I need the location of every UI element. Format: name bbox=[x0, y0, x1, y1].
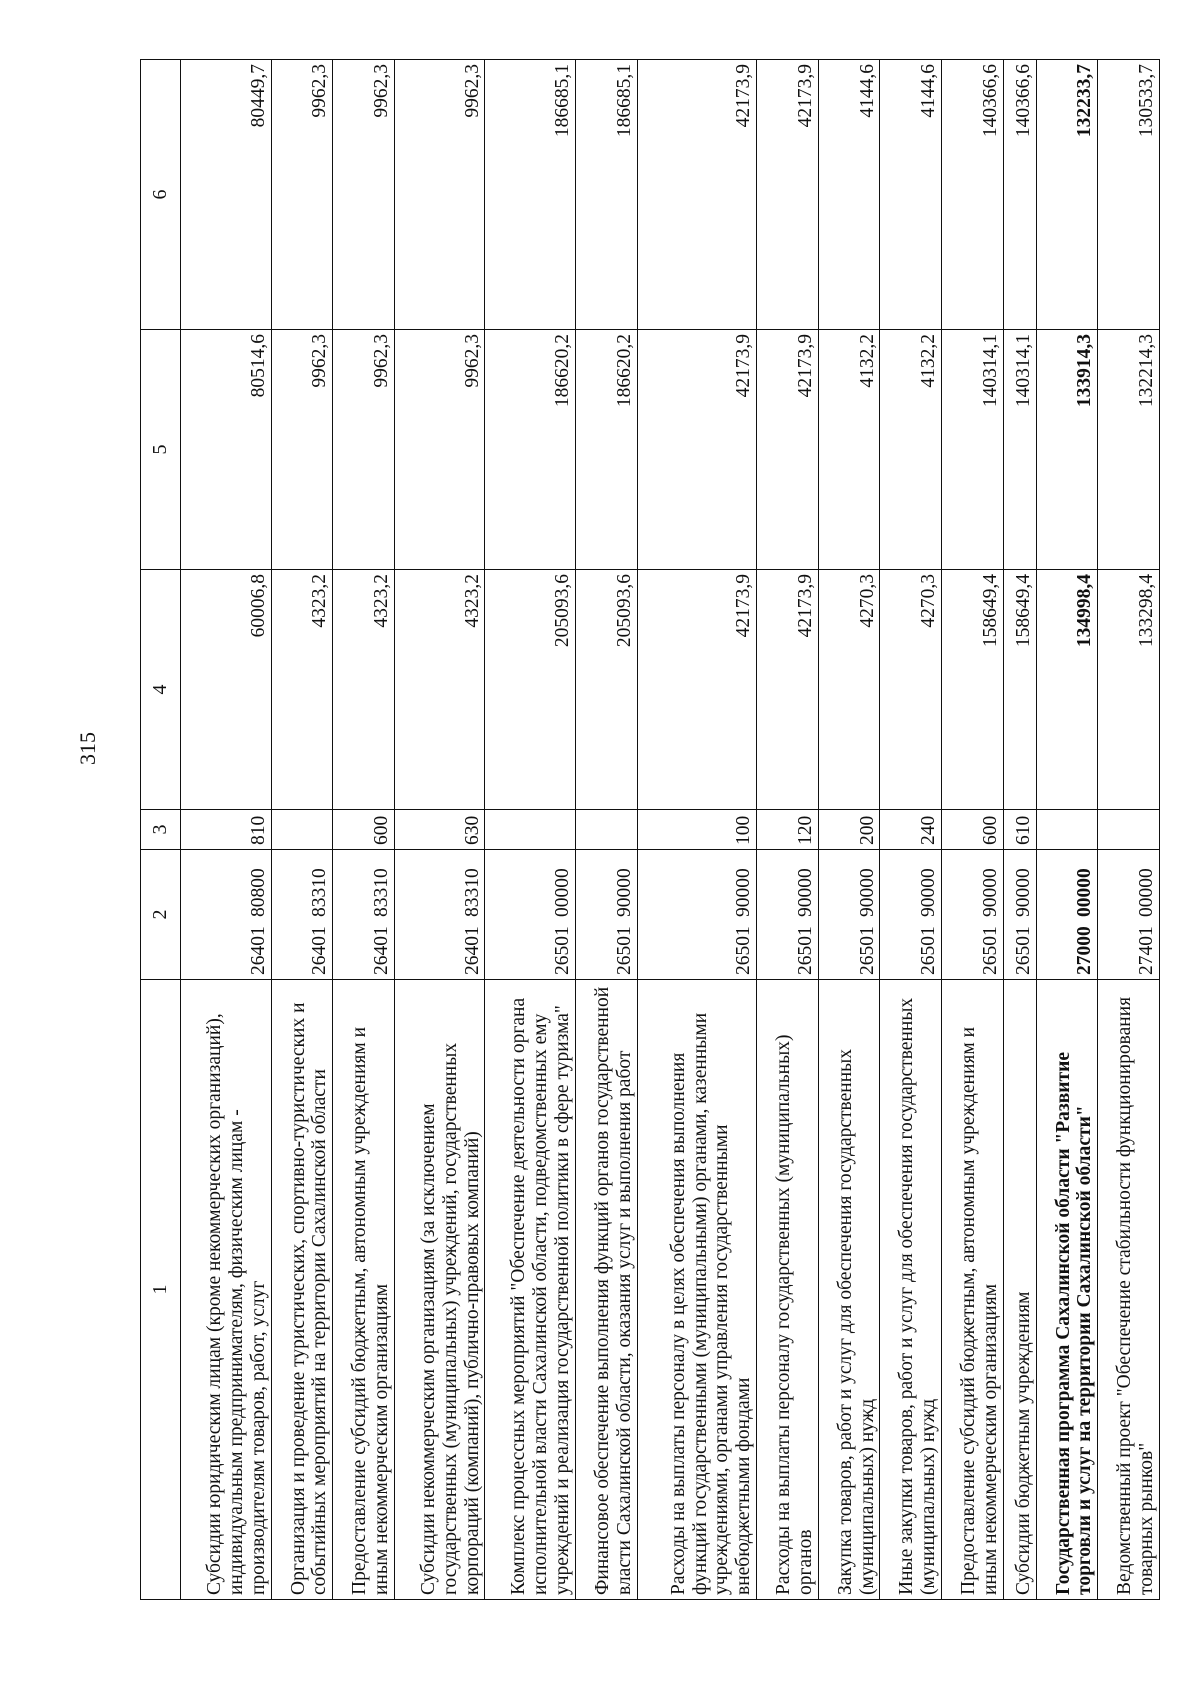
row-value-v6: 42173,9 bbox=[757, 60, 819, 330]
row-name: Предоставление субсидий бюджетным, автономным учреждениям и иным некоммерческим организациям bbox=[942, 980, 1004, 1600]
row-name: Организация и проведение туристических, спортивно-туристических и событийных мероприятий на территории Сахалинской области bbox=[271, 980, 333, 1600]
row-code bbox=[757, 850, 819, 980]
budget-table bbox=[140, 59, 1160, 1600]
row-value-v5: 4132,2 bbox=[880, 330, 942, 570]
code-part-a: 26501 bbox=[794, 926, 816, 975]
row-expense-kind bbox=[1036, 810, 1098, 850]
table-body bbox=[181, 60, 1160, 1600]
code-part-a: 26501 bbox=[552, 926, 574, 975]
row-name: Предоставление субсидий бюджетным, автономным учреждениям и иным некоммерческим организациям bbox=[333, 980, 395, 1600]
row-name: Комплекс процессных мероприятий "Обеспечение деятельности органа исполнительной власти Сахалинской области, подведомственных ему учреждений и реализация государственной политики в сфере туризма" bbox=[485, 980, 576, 1600]
table-row bbox=[1036, 60, 1098, 1600]
row-value-v6: 9962,3 bbox=[271, 60, 333, 330]
table-row bbox=[1098, 60, 1160, 1600]
table-row bbox=[485, 60, 576, 1600]
code-part-a: 26401 bbox=[309, 926, 331, 975]
table-row bbox=[942, 60, 1004, 1600]
code-part-b: 83310 bbox=[371, 868, 393, 917]
row-value-v4: 4270,3 bbox=[880, 570, 942, 810]
row-expense-kind: 810 bbox=[181, 810, 272, 850]
header-col-2: 2 bbox=[141, 850, 181, 980]
row-value-v6: 186685,1 bbox=[485, 60, 576, 330]
row-value-v6: 140366,6 bbox=[1003, 60, 1036, 330]
code-part-b: 83310 bbox=[461, 868, 483, 917]
row-value-v5: 140314,1 bbox=[1003, 330, 1036, 570]
header-col-6: 6 bbox=[141, 60, 181, 330]
row-code bbox=[942, 850, 1004, 980]
code-part-a: 26401 bbox=[461, 926, 483, 975]
code-part-a: 26501 bbox=[613, 926, 635, 975]
row-name: Субсидии некоммерческим организациям (за исключением государственных (муниципальных) учреждений, государственных корпораций (компаний), публично-правовых компаний) bbox=[394, 980, 485, 1600]
row-code bbox=[394, 850, 485, 980]
row-value-v5: 9962,3 bbox=[333, 330, 395, 570]
row-expense-kind bbox=[575, 810, 637, 850]
code-part-a: 27000 bbox=[1074, 926, 1096, 975]
row-expense-kind: 600 bbox=[333, 810, 395, 850]
row-code bbox=[181, 850, 272, 980]
row-name: Расходы на выплаты персоналу государственных (муниципальных) органов bbox=[757, 980, 819, 1600]
row-value-v6: 9962,3 bbox=[394, 60, 485, 330]
row-value-v6: 4144,6 bbox=[880, 60, 942, 330]
header-col-5: 5 bbox=[141, 330, 181, 570]
table-row bbox=[575, 60, 637, 1600]
table-row bbox=[637, 60, 756, 1600]
code-part-a: 26401 bbox=[371, 926, 393, 975]
table-row bbox=[394, 60, 485, 1600]
row-value-v5: 186620,2 bbox=[485, 330, 576, 570]
row-name: Ведомственный проект "Обеспечение стабильности функционирования товарных рынков" bbox=[1098, 980, 1160, 1600]
row-value-v5: 9962,3 bbox=[394, 330, 485, 570]
row-code bbox=[1003, 850, 1036, 980]
row-value-v4: 158649,4 bbox=[1003, 570, 1036, 810]
code-part-a: 26501 bbox=[1012, 926, 1034, 975]
row-value-v4: 4323,2 bbox=[394, 570, 485, 810]
row-code bbox=[575, 850, 637, 980]
row-value-v4: 205093,6 bbox=[575, 570, 637, 810]
row-value-v4: 4323,2 bbox=[333, 570, 395, 810]
code-part-b: 83310 bbox=[309, 868, 331, 917]
table-row bbox=[271, 60, 333, 1600]
code-part-b: 90000 bbox=[613, 868, 635, 917]
row-value-v6: 140366,6 bbox=[942, 60, 1004, 330]
code-part-b: 00000 bbox=[552, 868, 574, 917]
header-col-4: 4 bbox=[141, 570, 181, 810]
row-code bbox=[1098, 850, 1160, 980]
row-value-v4: 4270,3 bbox=[818, 570, 880, 810]
row-value-v6: 80449,7 bbox=[181, 60, 272, 330]
row-value-v5: 4132,2 bbox=[818, 330, 880, 570]
row-value-v4: 42173,9 bbox=[637, 570, 756, 810]
row-expense-kind bbox=[271, 810, 333, 850]
row-name: Субсидии юридическим лицам (кроме некоммерческих организаций), индивидуальным предпринимателям, физическим лицам - производителям товаров, работ, услуг bbox=[181, 980, 272, 1600]
row-expense-kind: 630 bbox=[394, 810, 485, 850]
row-value-v5: 42173,9 bbox=[757, 330, 819, 570]
row-expense-kind: 600 bbox=[942, 810, 1004, 850]
row-code bbox=[818, 850, 880, 980]
rotated-table-container bbox=[140, 60, 1160, 1600]
row-value-v5: 186620,2 bbox=[575, 330, 637, 570]
code-part-a: 26501 bbox=[733, 926, 755, 975]
row-expense-kind bbox=[485, 810, 576, 850]
row-code bbox=[637, 850, 756, 980]
row-value-v6: 186685,1 bbox=[575, 60, 637, 330]
row-value-v5: 80514,6 bbox=[181, 330, 272, 570]
row-value-v4: 133298,4 bbox=[1098, 570, 1160, 810]
header-col-3: 3 bbox=[141, 810, 181, 850]
row-name: Иные закупки товаров, работ и услуг для обеспечения государственных (муниципальных) нужд bbox=[880, 980, 942, 1600]
row-value-v5: 42173,9 bbox=[637, 330, 756, 570]
row-value-v6: 42173,9 bbox=[637, 60, 756, 330]
code-part-b: 90000 bbox=[794, 868, 816, 917]
code-part-a: 27401 bbox=[1136, 926, 1158, 975]
code-part-b: 90000 bbox=[856, 868, 878, 917]
row-name: Субсидии бюджетным учреждениям bbox=[1003, 980, 1036, 1600]
code-part-b: 90000 bbox=[979, 868, 1001, 917]
row-name: Расходы на выплаты персоналу в целях обеспечения выполнения функций государственными (муниципальными) органами, казенными учреждениями, органами управления государственными внебюджетными фондами bbox=[637, 980, 756, 1600]
code-part-b: 90000 bbox=[733, 868, 755, 917]
header-col-1: 1 bbox=[141, 980, 181, 1600]
code-part-b: 80800 bbox=[247, 868, 269, 917]
row-name: Закупка товаров, работ и услуг для обеспечения государственных (муниципальных) нужд bbox=[818, 980, 880, 1600]
row-code bbox=[1036, 850, 1098, 980]
table-row bbox=[757, 60, 819, 1600]
row-value-v6: 132233,7 bbox=[1036, 60, 1098, 330]
row-value-v4: 4323,2 bbox=[271, 570, 333, 810]
row-expense-kind: 200 bbox=[818, 810, 880, 850]
code-part-b: 00000 bbox=[1074, 868, 1096, 917]
header-row bbox=[141, 60, 181, 1600]
table-row bbox=[880, 60, 942, 1600]
code-part-b: 90000 bbox=[918, 868, 940, 917]
row-value-v4: 134998,4 bbox=[1036, 570, 1098, 810]
table-row bbox=[181, 60, 272, 1600]
code-part-a: 26501 bbox=[856, 926, 878, 975]
code-part-a: 26401 bbox=[247, 926, 269, 975]
row-value-v4: 60006,8 bbox=[181, 570, 272, 810]
row-expense-kind: 100 bbox=[637, 810, 756, 850]
row-code bbox=[485, 850, 576, 980]
code-part-a: 26501 bbox=[918, 926, 940, 975]
row-value-v5: 9962,3 bbox=[271, 330, 333, 570]
row-value-v6: 4144,6 bbox=[818, 60, 880, 330]
row-code bbox=[271, 850, 333, 980]
table-row bbox=[818, 60, 880, 1600]
code-part-a: 26501 bbox=[979, 926, 1001, 975]
table-row bbox=[1003, 60, 1036, 1600]
row-code bbox=[880, 850, 942, 980]
row-expense-kind: 120 bbox=[757, 810, 819, 850]
code-part-b: 90000 bbox=[1012, 868, 1034, 917]
table-row bbox=[333, 60, 395, 1600]
row-expense-kind: 240 bbox=[880, 810, 942, 850]
code-part-b: 00000 bbox=[1136, 868, 1158, 917]
row-name: Государственная программа Сахалинской области "Развитие торговли и услуг на территории Сахалинской области" bbox=[1036, 980, 1098, 1600]
row-value-v5: 133914,3 bbox=[1036, 330, 1098, 570]
row-value-v6: 9962,3 bbox=[333, 60, 395, 330]
row-value-v5: 132214,3 bbox=[1098, 330, 1160, 570]
row-value-v5: 140314,1 bbox=[942, 330, 1004, 570]
row-expense-kind bbox=[1098, 810, 1160, 850]
page-number: 315 bbox=[75, 732, 100, 765]
row-expense-kind: 610 bbox=[1003, 810, 1036, 850]
row-value-v4: 158649,4 bbox=[942, 570, 1004, 810]
row-value-v6: 130533,7 bbox=[1098, 60, 1160, 330]
row-value-v4: 205093,6 bbox=[485, 570, 576, 810]
row-name: Финансовое обеспечение выполнения функций органов государственной власти Сахалинской области, оказания услуг и выполнения работ bbox=[575, 980, 637, 1600]
row-value-v4: 42173,9 bbox=[757, 570, 819, 810]
row-code bbox=[333, 850, 395, 980]
